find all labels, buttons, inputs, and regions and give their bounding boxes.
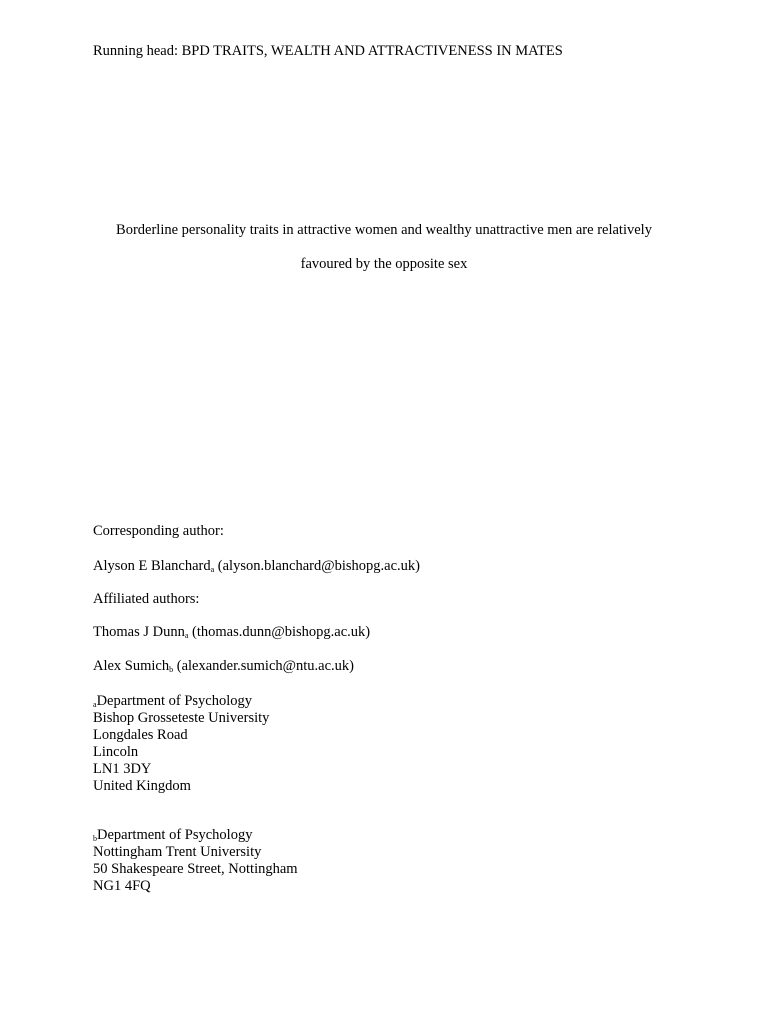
affiliation-marker: a [184, 631, 189, 640]
address-line: LN1 3DY [93, 761, 152, 777]
affiliation-marker: a [93, 700, 97, 709]
affiliation-b-address [93, 827, 298, 895]
running-head: Running head: BPD TRAITS, WEALTH AND ATTRACTIVENESS IN MATES [93, 43, 563, 59]
title-line-1: Borderline personality traits in attractive women and wealthy unattractive men are relatively [116, 222, 652, 238]
address-line: $_a$Department of Psychology [93, 693, 253, 709]
author-name: Thomas J Dunn [93, 624, 185, 640]
author-name: Alyson E Blanchard [93, 558, 211, 574]
corresponding-author-label: Corresponding author: [93, 523, 224, 539]
author-email[interactable]: (alexander.sumich@ntu.ac.uk) [176, 658, 354, 674]
address-line: 50 Shakespeare Street, Nottingham [93, 861, 298, 877]
corresponding-author [93, 558, 420, 575]
author-email[interactable]: (alyson.blanchard@bishopg.ac.uk) [217, 558, 420, 574]
affiliation-marker: b [169, 665, 174, 674]
address-line: Nottingham Trent University [93, 844, 262, 860]
address-line: $_b$Department of Psychology [93, 827, 253, 843]
affiliation-a-address [93, 693, 269, 795]
affiliated-author-2 [93, 658, 354, 675]
author-email[interactable]: (thomas.dunn@bishopg.ac.uk) [192, 624, 371, 640]
address-line: Lincoln [93, 744, 139, 760]
title-line-2: favoured by the opposite sex [300, 256, 468, 272]
affiliation-marker: a [210, 565, 215, 574]
affiliated-author-1 [93, 624, 370, 641]
address-line: Longdales Road [93, 727, 188, 743]
address-line: United Kingdom [93, 778, 191, 794]
author-name: Alex Sumich [93, 658, 170, 674]
affiliation-marker: b [93, 834, 97, 843]
affiliated-authors-label: Affiliated authors: [93, 591, 200, 607]
address-line: NG1 4FQ [93, 878, 151, 894]
address-line: Bishop Grosseteste University [93, 710, 270, 726]
